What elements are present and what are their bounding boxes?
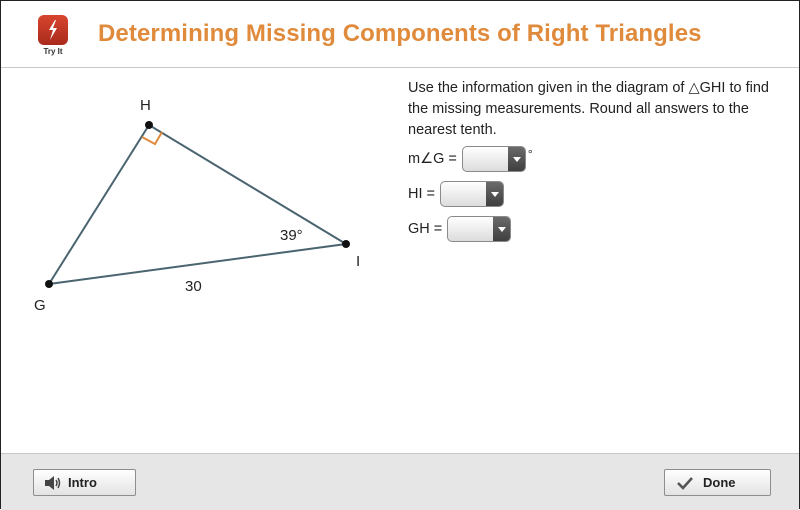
header-bar xyxy=(1,1,799,68)
angle-g-label: m∠G = xyxy=(408,150,457,167)
vertex-h-point xyxy=(145,121,153,129)
triangle-diagram xyxy=(1,68,401,368)
vertex-g-point xyxy=(45,280,53,288)
angle-g-dropdown[interactable] xyxy=(462,146,526,172)
hi-label: HI = xyxy=(408,185,435,202)
intro-button[interactable] xyxy=(33,469,136,496)
hi-row xyxy=(408,181,504,207)
speaker-icon xyxy=(44,476,62,490)
gh-row xyxy=(408,216,511,242)
vertex-i-point xyxy=(342,240,350,248)
lightning-icon xyxy=(38,15,68,45)
done-button-label: Done xyxy=(703,475,736,490)
intro-button-label: Intro xyxy=(68,475,97,490)
footer-bar xyxy=(1,453,799,510)
done-button[interactable] xyxy=(664,469,771,496)
degree-unit: ° xyxy=(527,146,533,161)
checkmark-icon xyxy=(677,476,693,490)
angle-g-row xyxy=(408,146,533,172)
chevron-down-icon[interactable] xyxy=(493,217,510,241)
angle-i-label: 39° xyxy=(280,227,303,244)
right-angle-marker xyxy=(142,132,162,144)
vertex-i-label: I xyxy=(356,253,361,270)
hi-dropdown[interactable] xyxy=(440,181,504,207)
question-prompt: Use the information given in the diagram of △GHI to find the missing measurements. Round all answers to the nearest tenth. xyxy=(408,80,769,138)
gh-dropdown[interactable] xyxy=(447,216,511,242)
side-hi xyxy=(149,125,346,244)
chevron-down-icon[interactable] xyxy=(486,182,503,206)
logo-label: Try It xyxy=(43,47,63,56)
page-title: Determining Missing Components of Right Triangles xyxy=(98,20,702,47)
gh-label: GH = xyxy=(408,220,443,237)
vertex-g-label: G xyxy=(34,297,46,314)
chevron-down-icon[interactable] xyxy=(508,147,525,171)
side-gi-length-label: 30 xyxy=(185,278,202,295)
side-gh xyxy=(49,125,149,284)
vertex-h-label: H xyxy=(140,97,151,114)
question-panel xyxy=(408,78,778,237)
try-it-logo xyxy=(38,15,68,45)
